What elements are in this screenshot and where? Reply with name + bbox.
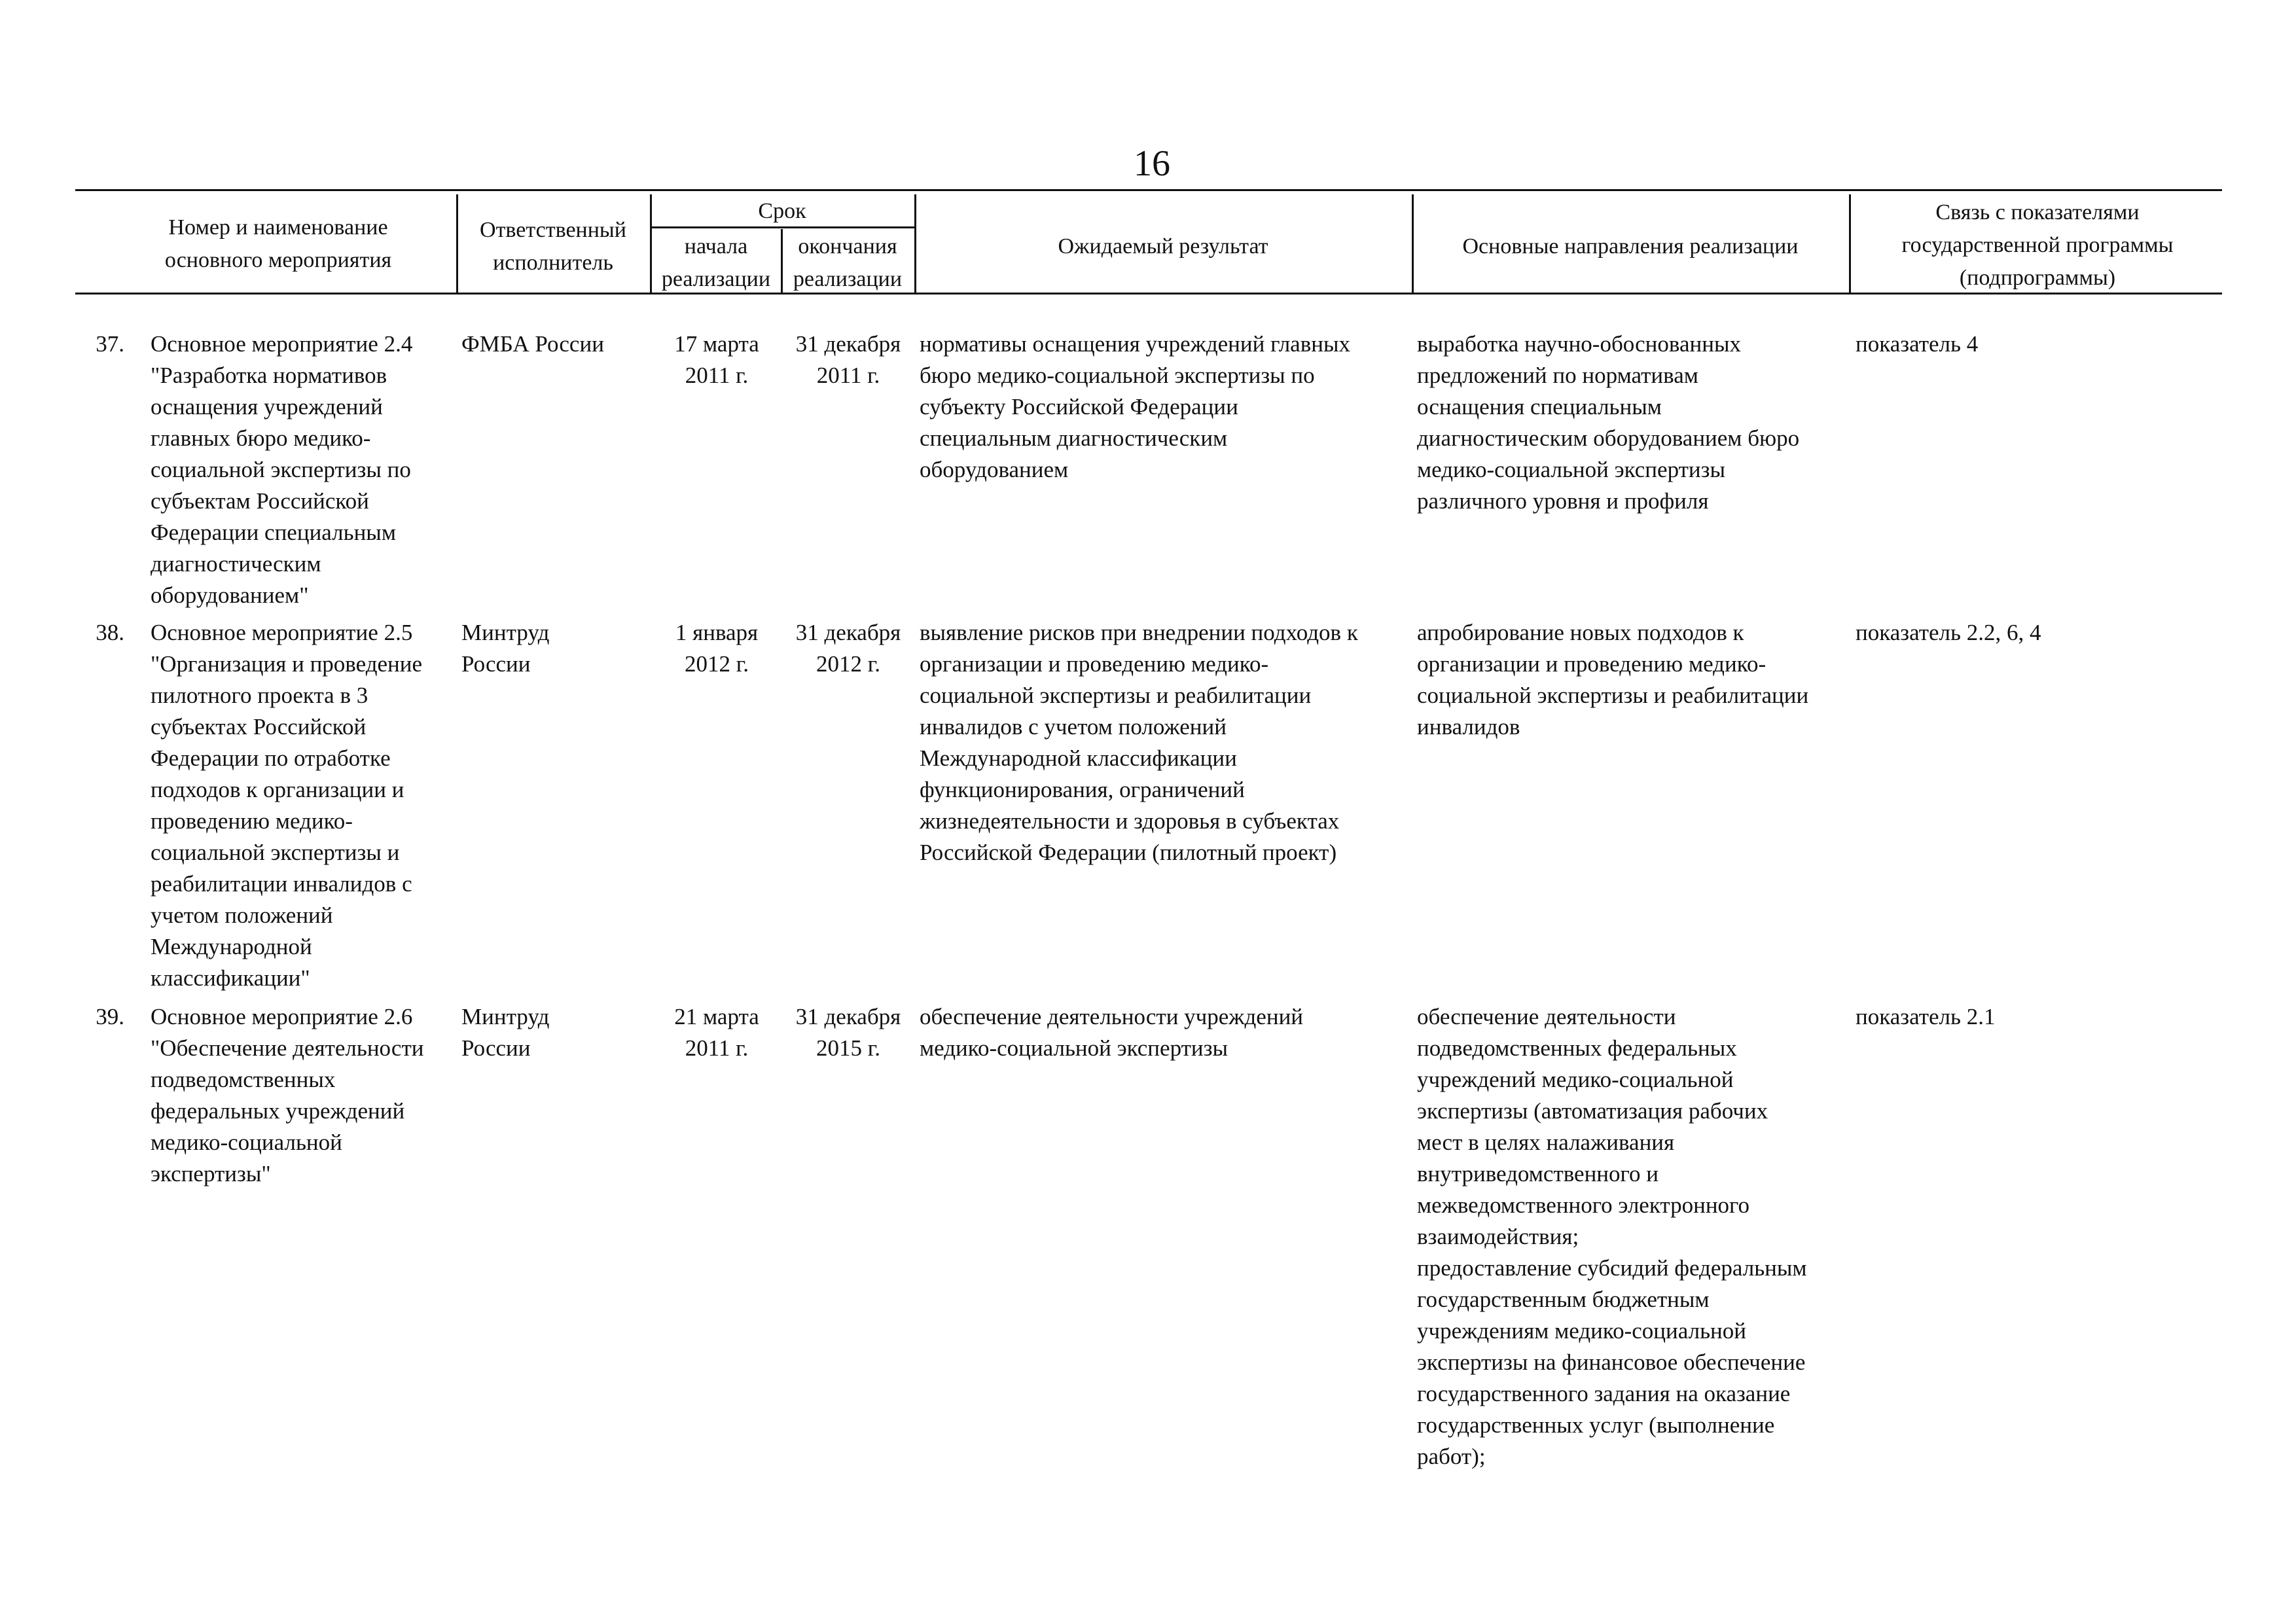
row-result: выявление рисков при внедрении подходов к организации и проведению медико- социальной экспертизы и реабилитации инвалидов с учетом положений Международной классификации функционирования, ограничений жизнедеятельности и здоровья в субъектах Российской Федерации (пилотный проект) [920, 620, 1358, 865]
row-name: Основное мероприятие 2.5 "Организация и проведение пилотного проекта в 3 субъектах Российской Федерации по отработке подходов к организации и проведению медико- социальной экспертизы и реабилитации инвалидов с учетом положений Международной классификации" [151, 620, 423, 991]
row-directions: апробирование новых подходов к организации и проведению медико- социальной экспертизы и реабилитации инвалидов [1417, 620, 1809, 740]
row-executor: Минтруд России [461, 620, 550, 677]
row-result: нормативы оснащения учреждений главных бюро медико-социальной экспертизы по субъекту Российской Федерации специальным диагностическим оборудованием [920, 331, 1350, 482]
row-end: 31 декабря 2015 г. [795, 1004, 901, 1061]
row-name: Основное мероприятие 2.6 "Обеспечение деятельности подведомственных федеральных учреждений медико-социальной экспертизы" [151, 1004, 424, 1186]
row-end: 31 декабря 2011 г. [795, 331, 901, 388]
row-start: 17 марта 2011 г. [674, 331, 759, 388]
row-directions: обеспечение деятельности подведомственных федеральных учреждений медико-социальной экспертизы (автоматизация рабочих мест в целях налаживания внутриведомственного и межведомственного электронного взаимодействия; предоставление субсидий федеральным государственным бюджетным учреждениям медико-социальной экспертизы на финансовое обеспечение государственного задания на оказание государственных услуг (выполнение работ); [1417, 1004, 1807, 1469]
row-result: обеспечение деятельности учреждений медико-социальной экспертизы [920, 1004, 1304, 1061]
row-number: 39. [96, 1004, 124, 1029]
header-start: начала реализации [661, 234, 771, 291]
row-link: показатель 4 [1856, 331, 1979, 357]
header-result: Ожидаемый результат [1058, 234, 1268, 259]
header-term: Срок [758, 199, 806, 223]
row-start: 1 января 2012 г. [675, 620, 759, 677]
row-number: 37. [96, 331, 124, 357]
page-number: 16 [1134, 143, 1170, 184]
header-end: окончания реализации [793, 234, 903, 291]
row-end: 31 декабря 2012 г. [795, 620, 901, 677]
row-directions: выработка научно-обоснованных предложений по нормативам оснащения специальным диагностическим оборудованием бюро медико-социальной экспертизы различного уровня и профиля [1417, 331, 1800, 514]
header-directions: Основные направления реализации [1462, 234, 1799, 259]
row-link: показатель 2.1 [1856, 1004, 1996, 1029]
row-start: 21 марта 2011 г. [674, 1004, 759, 1061]
header-link: Связь с показателями государственной программы (подпрограммы) [1901, 200, 2174, 290]
header-top-rule [75, 189, 2222, 191]
row-executor: Минтруд России [461, 1004, 550, 1061]
header-name: Номер и наименование основного мероприятия [164, 215, 392, 272]
header-executor: Ответственный исполнитель [480, 218, 626, 275]
row-executor: ФМБА России [461, 331, 604, 357]
row-link: показатель 2.2, 6, 4 [1856, 620, 2041, 645]
row-name: Основное мероприятие 2.4 "Разработка нормативов оснащения учреждений главных бюро медико- социальной экспертизы по субъектам Российской Федерации специальным диагностическим оборудованием" [151, 331, 413, 608]
row-number: 38. [96, 620, 124, 645]
